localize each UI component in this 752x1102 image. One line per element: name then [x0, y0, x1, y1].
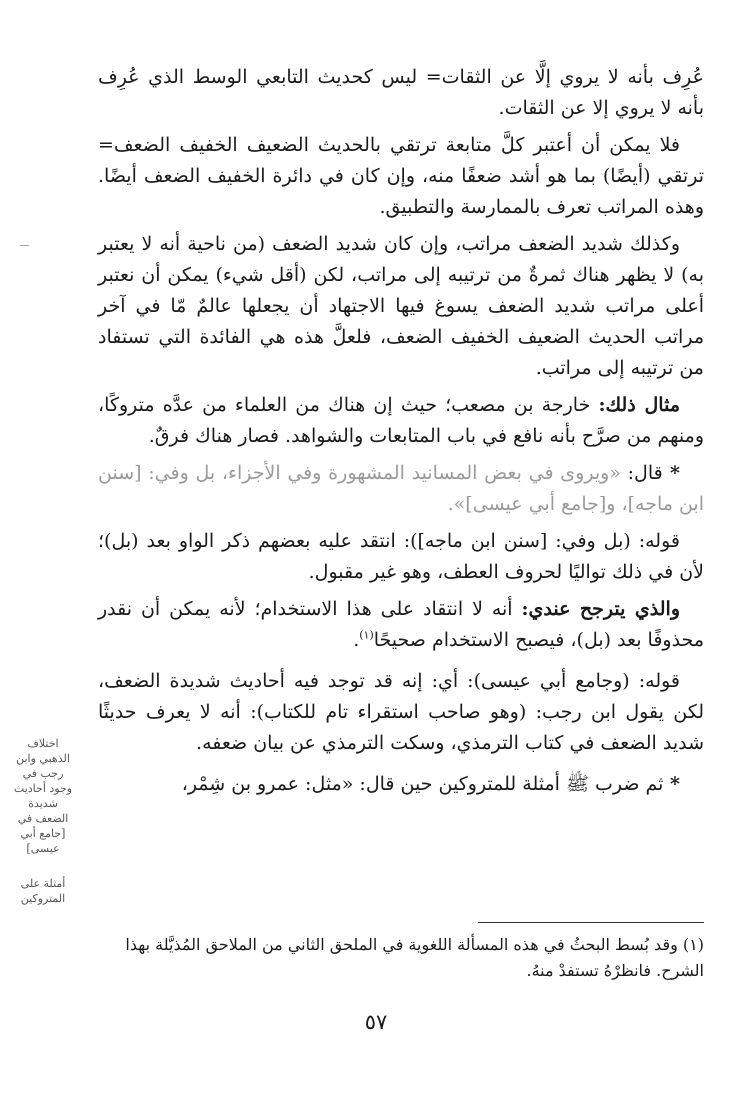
- side-note-2: أمثلة على المتروكين: [20, 877, 66, 905]
- page-number: ٥٧: [364, 1010, 388, 1034]
- example-label: مثال ذلك:: [598, 394, 680, 416]
- main-text: [98, 62, 704, 800]
- paragraph-opinion: [98, 594, 704, 656]
- quote-paragraph: [98, 458, 704, 520]
- footnote: (١) وقد بُسط البحثُ في هذه المسألة اللغوية في الملحق الثاني من الملاحق المُذيَّلة بهذا الشرح. فانظرْهُ تستفدْ منهُ.: [125, 935, 704, 980]
- footnote-divider: [478, 922, 704, 923]
- paragraph-2: فلا يمكن أن أعتبر كلَّ متابعة ترتقي بالحديث الضعيف الخفيف الضعف= ترتقي (أيضًا) بما هو أشد ضعفًا منه، وإن كان في دائرة الخفيف الضعف أيضًا. وهذه المراتب تعرف بالممارسة والتطبيق.: [98, 134, 704, 218]
- star-marker-2: *: [663, 773, 680, 795]
- paragraph-1: عُرِف بأنه لا يروي إلَّا عن الثقات= ليس كحديث التابعي الوسط الذي عُرِف بأنه لا يروي إلا عن الثقات.: [98, 66, 704, 119]
- quoted-text: «ويروى في بعض المسانيد المشهورة وفي الأجزاء، بل وفي: [سنن ابن ماجه]، و[جامع أبي عيسى]».: [98, 462, 704, 515]
- margin-mark: ـــ: [20, 238, 29, 249]
- quote-lead: قال:: [620, 462, 663, 484]
- example-text: خارجة بن مصعب؛ حيث إن هناك من العلماء من عدَّه متروكًا، ومنهم من صرَّح بأنه نافع في باب المتابعات والشواهد. فصار هناك فرقٌ.: [98, 394, 704, 447]
- side-note-1: اختلاف الذهبي وابن رجب في وجود أحاديث شديدة الضعف في [جامع أبي عيسى]: [13, 737, 73, 855]
- paragraph-8-text: ثم ضرب ﷺ أمثلة للمتروكين حين قال: «مثل: عمرو بن شِمْر،: [181, 773, 664, 795]
- opinion-end: .: [353, 629, 360, 651]
- paragraph-3: وكذلك شديد الضعف مراتب، وإن كان شديد الضعف (من ناحية أنه لا يعتبر به) لا يظهر هناك ثمرةٌ من ترتيبه إلى مراتب، لكن (أقل شيء) يمكن أن نعتبر أعلى مراتب شديد الضعف يسوغ فيها الاجتهاد أن يجعلها عالمٌ مّا في آخر مراتب الحديث الضعيف الخفيف الضعف، فلعلَّ هذه هي الفائدة التي تستفاد من ترتيبه إلى مراتب.: [98, 233, 704, 379]
- paragraph-7: قوله: (وجامع أبي عيسى): أي: إنه قد توجد فيه أحاديث شديدة الضعف، لكن يقول ابن رجب: (وهو صاحب استقراء تام للكتاب): أنه لا يعرف حديثًا شديد الضعف في كتاب الترمذي، وسكت الترمذي عن بيان ضعفه.: [98, 670, 704, 754]
- paragraph-8: [98, 769, 704, 800]
- footnote-ref: (١): [359, 628, 374, 642]
- opinion-label: والذي يترجح عندي:: [521, 598, 681, 620]
- opinion-text: أنه لا انتقاد على هذا الاستخدام؛ لأنه يمكن أن نقدر محذوفًا بعد (بل)، فيصبح الاستخدام صحيحًا: [98, 598, 704, 651]
- paragraph-example: [98, 390, 704, 452]
- star-marker: *: [662, 462, 680, 484]
- paragraph-5: قوله: (بل وفي: [سنن ابن ماجه]): انتقد عليه بعضهم ذكر الواو بعد (بل)؛ لأن في ذلك تواليًا لحروف العطف، وهو غير مقبول.: [98, 530, 704, 583]
